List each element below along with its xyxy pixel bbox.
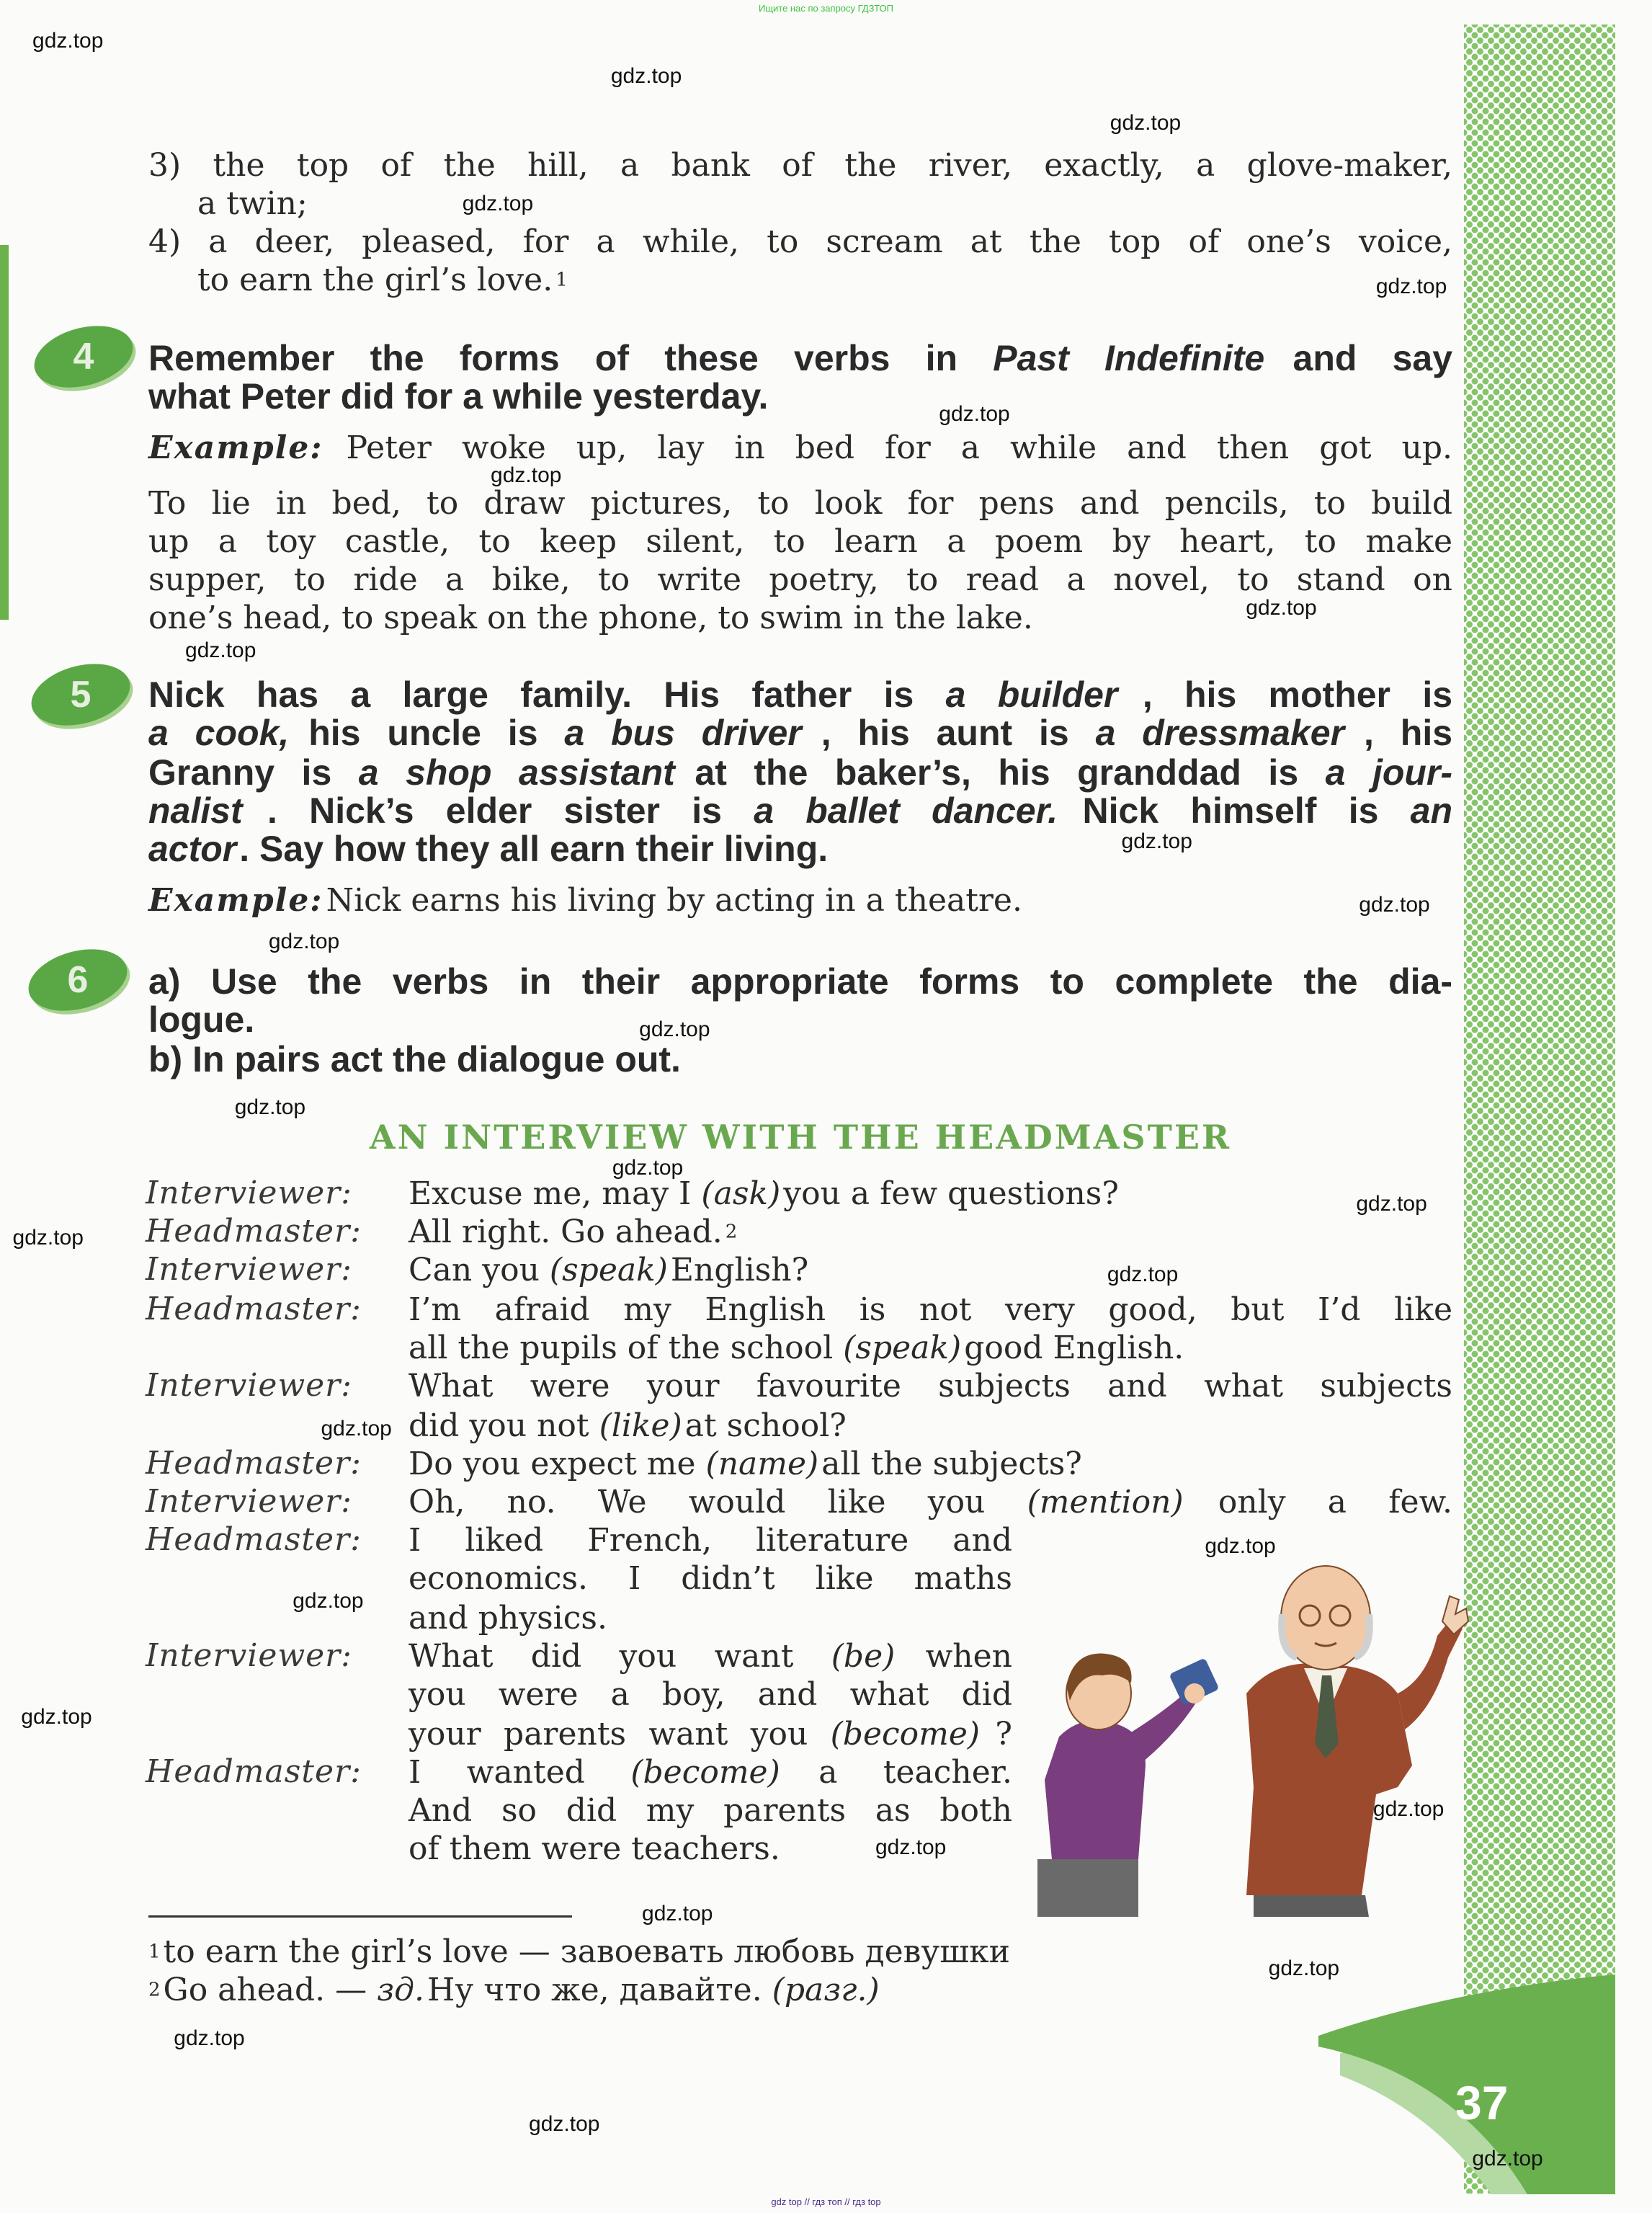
headmaster-and-boy-illustration	[1037, 1549, 1470, 1917]
text-line	[408, 1213, 1452, 1252]
exercise-number: 6	[67, 959, 89, 1001]
text-segment: b) In pairs act the dialogue out.	[148, 1039, 681, 1079]
text-segment: one’s head, to speak on the phone, to swim in the lake.	[148, 600, 1033, 636]
text-segment: (speak)	[549, 1252, 668, 1288]
decorative-left-bar	[0, 245, 9, 620]
text-segment: Nick has a large family. His father is	[148, 674, 946, 715]
watermark-text: gdz.top	[1472, 2146, 1543, 2170]
text-segment: To lie in bed, to draw pictures, to look for pens and pencils, to build	[148, 485, 1452, 522]
text-segment: a bus driver	[564, 713, 802, 753]
watermark-text: gdz.top	[610, 64, 682, 88]
text-line	[408, 1367, 1452, 1406]
watermark-text: gdz.top	[1359, 893, 1430, 917]
text-segment: a jour-	[1325, 752, 1453, 793]
text-segment: Peter woke up, lay in bed for a while and then got up.	[346, 429, 1453, 466]
text-segment: And so did my parents as both	[408, 1792, 1012, 1829]
text-segment: to earn the girl’s love — завоевать любовь девушки	[163, 1933, 1010, 1970]
text-line	[408, 1175, 1452, 1214]
watermark-text: gdz.top	[642, 1901, 713, 1925]
speaker-label: Headmaster:	[146, 1753, 362, 1790]
text-segment: and say	[1292, 338, 1452, 378]
text-segment: . Say how they all earn their living.	[239, 829, 829, 869]
text-segment: all the pupils of the school	[408, 1330, 844, 1366]
footnote-marker: 1	[148, 1941, 161, 1963]
watermark-text: gdz.top	[462, 191, 534, 215]
text-line	[148, 713, 1452, 752]
text-segment: what Peter did for a while yesterday.	[148, 376, 769, 417]
text-segment: logue.	[148, 999, 255, 1040]
text-line	[148, 791, 1452, 830]
watermark-text: gdz.top	[234, 1095, 306, 1120]
text-line	[408, 1407, 1452, 1446]
text-line	[408, 1329, 1452, 1368]
speaker-label: Headmaster:	[146, 1445, 362, 1482]
footnote-divider	[148, 1915, 572, 1918]
watermark-text: gdz.top	[1375, 275, 1447, 299]
speaker-label: Interviewer:	[146, 1483, 352, 1520]
text-segment: supper, to ride a bike, to write poetry, to read a novel, to stand on	[148, 561, 1452, 598]
text-segment: Nick himself is	[1082, 791, 1411, 831]
watermark-text: gdz.top	[612, 1156, 684, 1180]
text-line	[148, 223, 1452, 262]
text-segment: (разг.)	[772, 1972, 880, 2008]
search-hint-banner: Ищите нас по запросу ГДЗТОП	[758, 3, 893, 14]
watermark-text: gdz.top	[268, 930, 340, 954]
text-line	[408, 1445, 1452, 1484]
text-segment: you were a boy, and what did	[408, 1676, 1012, 1713]
watermark-text: gdz.top	[1246, 596, 1317, 620]
text-line	[408, 1637, 1012, 1676]
text-segment: 4) a deer, pleased, for a while, to scream at the top of one’s voice,	[148, 223, 1452, 260]
text-segment: a teacher.	[818, 1754, 1012, 1791]
text-line	[148, 522, 1452, 561]
text-line	[148, 881, 1301, 920]
text-line	[408, 1753, 1012, 1792]
text-line	[408, 1675, 1012, 1714]
text-segment: a) Use the verbs in their appropriate forms to complete the dia-	[148, 961, 1452, 1002]
watermark-text: gdz.top	[939, 402, 1010, 427]
text-segment: at school?	[684, 1407, 847, 1444]
text-line	[408, 1791, 1012, 1830]
text-segment: economics. I didn’t like maths	[408, 1560, 1012, 1597]
text-segment: up a toy castle, to keep silent, to learn a poem by heart, to make	[148, 523, 1452, 560]
watermark-text: gdz.top	[12, 1225, 84, 1250]
footer-watermark-note: gdz top // гдз топ // гдз top	[771, 2196, 881, 2207]
text-line	[148, 962, 1452, 1001]
text-segment: an	[1410, 791, 1453, 831]
text-segment: Do you expect me	[408, 1446, 706, 1482]
text-line	[148, 1971, 1157, 2010]
text-segment: I liked French, literature and	[408, 1522, 1012, 1559]
text-segment: зд.	[377, 1972, 425, 2008]
text-segment: a ballet dancer.	[754, 791, 1058, 831]
decorative-dotted-strip	[1464, 25, 1615, 2194]
text-segment: 3) the top of the hill, a bank of the river, exactly, a glove-maker,	[148, 147, 1452, 184]
speaker-label: Interviewer:	[146, 1367, 352, 1404]
exercise-4-badge	[31, 321, 139, 393]
text-segment: nalist	[148, 791, 243, 831]
text-line	[408, 1521, 1012, 1560]
exercise-number: 5	[70, 674, 91, 716]
speaker-label: Interviewer:	[146, 1175, 352, 1211]
text-segment: a shop assistant	[358, 752, 675, 793]
text-segment: ?	[995, 1716, 1012, 1753]
text-segment: a dressmaker	[1095, 713, 1345, 753]
text-segment: , his	[1364, 713, 1453, 753]
text-segment: , his aunt is	[821, 713, 1096, 753]
watermark-text: gdz.top	[1372, 1796, 1445, 1821]
watermark-text: gdz.top	[185, 638, 256, 662]
text-segment: (ask)	[701, 1175, 781, 1212]
text-segment: his uncle is	[308, 713, 565, 753]
text-segment: a cook,	[148, 713, 290, 753]
text-segment: Can you	[408, 1252, 550, 1288]
text-segment: Remember the forms of these verbs in	[148, 338, 994, 378]
watermark-text: gdz.top	[293, 1589, 364, 1613]
watermark-text: gdz.top	[174, 2026, 245, 2050]
watermark-text: gdz.top	[21, 1705, 92, 1729]
text-segment: and physics.	[408, 1600, 607, 1637]
text-segment: your parents want you	[408, 1716, 831, 1753]
text-line	[148, 561, 1452, 600]
watermark-text: gdz.top	[1109, 110, 1182, 135]
text-segment: all the subjects?	[821, 1446, 1082, 1482]
text-line	[148, 599, 1301, 638]
exercise-6-badge	[25, 944, 133, 1016]
text-segment: at the baker’s, his granddad is	[695, 752, 1326, 793]
text-segment: (become)	[830, 1716, 981, 1753]
text-line	[408, 1483, 1452, 1522]
text-segment: What were your favourite subjects and what subjects	[408, 1368, 1452, 1404]
footnote-marker: 2	[148, 1979, 161, 2001]
text-segment: a twin;	[197, 185, 308, 222]
text-line	[408, 1559, 1012, 1598]
text-segment: only a few.	[1218, 1484, 1452, 1520]
speaker-label: Interviewer:	[146, 1251, 352, 1288]
text-segment: What did you want	[408, 1638, 831, 1675]
text-segment: (be)	[831, 1638, 896, 1675]
page-number: 37	[1455, 2076, 1509, 2129]
footnote-marker: 1	[555, 269, 568, 291]
text-segment: to earn the girl’s love.	[197, 262, 553, 298]
watermark-text: gdz.top	[1121, 829, 1192, 853]
speaker-label: Headmaster:	[146, 1291, 362, 1327]
text-segment: when	[925, 1638, 1012, 1675]
text-segment: did you not	[408, 1407, 599, 1444]
text-segment: Example:	[148, 882, 323, 919]
text-segment: (like)	[599, 1407, 682, 1444]
watermark-text: gdz.top	[875, 1835, 947, 1859]
exercise-number: 4	[73, 336, 94, 378]
text-line	[148, 429, 1452, 468]
text-segment: Excuse me, may I	[408, 1175, 702, 1212]
text-line	[148, 753, 1452, 792]
watermark-text: gdz.top	[1107, 1262, 1179, 1286]
text-segment: Example:	[148, 429, 323, 466]
text-segment: actor	[148, 829, 237, 869]
text-line	[148, 484, 1452, 523]
text-segment: Past Indefinite	[993, 338, 1265, 378]
text-segment: I’m afraid my English is not very good, but I’d like	[408, 1291, 1452, 1328]
text-segment: Go ahead. —	[163, 1972, 378, 2008]
text-line	[148, 829, 1157, 868]
text-segment: Nick earns his living by acting in a theatre.	[326, 882, 1022, 919]
text-segment: (speak)	[843, 1330, 962, 1366]
watermark-text: gdz.top	[1356, 1191, 1427, 1216]
text-segment: you a few questions?	[783, 1175, 1119, 1212]
watermark-text: gdz.top	[1268, 1956, 1340, 1981]
text-segment: , his mother is	[1142, 674, 1453, 715]
footnote-marker: 2	[725, 1221, 738, 1243]
text-segment: (become)	[630, 1754, 780, 1791]
dialogue-title: AN INTERVIEW WITH THE HEADMASTER	[369, 1118, 1232, 1157]
text-line	[197, 261, 918, 300]
text-segment: English?	[670, 1252, 809, 1288]
text-segment: of them were teachers.	[408, 1830, 780, 1867]
watermark-text: gdz.top	[321, 1416, 392, 1441]
text-line	[408, 1291, 1452, 1330]
exercise-5-badge	[28, 659, 136, 731]
speaker-label: Interviewer:	[146, 1637, 352, 1674]
text-line	[148, 675, 1452, 714]
text-line	[148, 1040, 1013, 1079]
watermark-text: gdz.top	[529, 2112, 600, 2137]
text-segment: . Nick’s elder sister is	[267, 791, 754, 831]
text-segment: Granny is	[148, 752, 359, 793]
text-segment: (mention)	[1027, 1484, 1184, 1520]
text-segment: Ну что же, давайте.	[427, 1972, 772, 2008]
text-line	[148, 1000, 581, 1039]
speaker-label: Headmaster:	[146, 1521, 362, 1558]
text-segment: I wanted	[408, 1754, 631, 1791]
text-segment: (name)	[705, 1446, 819, 1482]
watermark-text: gdz.top	[491, 463, 562, 487]
watermark-text: gdz.top	[32, 28, 104, 53]
text-line	[408, 1715, 1012, 1754]
text-line	[148, 146, 1452, 185]
text-segment: a builder	[945, 674, 1118, 715]
watermark-text: gdz.top	[1205, 1533, 1276, 1558]
text-line	[148, 339, 1452, 378]
text-line	[408, 1251, 1452, 1290]
text-segment: good English.	[964, 1330, 1184, 1366]
watermark-text: gdz.top	[639, 1018, 710, 1042]
text-segment: Oh, no. We would like you	[408, 1484, 1027, 1520]
text-line	[148, 1933, 1157, 1972]
speaker-label: Headmaster:	[146, 1213, 362, 1250]
text-segment: All right. Go ahead.	[408, 1214, 723, 1250]
